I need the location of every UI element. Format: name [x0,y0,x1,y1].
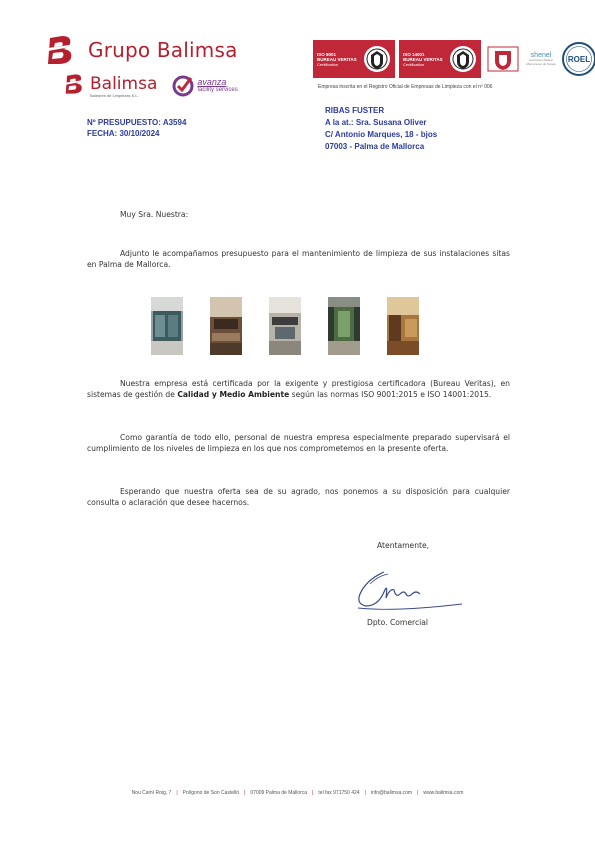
footer [0,790,595,796]
cert1-standard: ISO 9001 [317,51,337,57]
recipient-city: 07003 - Palma de Mallorca [325,142,425,151]
paragraph-certification [87,378,510,400]
paragraph-closing: Esperando que nuestra oferta sea de su agrado, nos ponemos a su disposición para cualquier consulta o aclaración que desee hacernos. [87,487,510,507]
grupo-balimsa-logo [46,34,238,66]
shenel-subtitle: Asociación Balear d'Empreses de Neteja [526,58,556,66]
office-photo-desks [210,297,242,355]
bureau-veritas-logo-icon [487,43,519,75]
footer-email[interactable]: info@balimsa.com [370,790,413,796]
cert1-issuer: BUREAU VERITAS [317,56,357,62]
avanza-logo [172,75,237,97]
p2-text-a: Nuestra empresa está certificada por la exigente y prestigiosa certificadora (Bureau Veritas), en sistemas de gestión de [87,379,510,399]
avanza-subtitle: facility services [197,87,238,93]
roel-logo-icon [561,41,595,77]
shenel-name: shenel [530,52,552,59]
recipient-street: C/ Antonio Marques, 18 - bjos [325,130,438,139]
footer-separator: | [176,790,178,796]
footer-phone: tel fax 971750 424 [318,790,360,796]
footer-separator: | [312,790,314,796]
footer-separator: | [364,790,366,796]
footer-separator: | [244,790,246,796]
greeting: Muy Sra. Nuestra: [120,210,189,219]
sub-brands [64,73,238,98]
brand-name: Grupo Balimsa [88,38,238,62]
cert2-standard: ISO 14001 [403,51,425,57]
office-photo-entrance [151,297,183,355]
cert2-issuer: BUREAU VERITAS [403,56,443,62]
budget-reference [87,117,186,139]
footer-separator: | [417,790,419,796]
footer-address: Nou Camí Roig, 7 [131,790,172,796]
p2-bold: Calidad y Medio Ambiente [177,390,290,399]
recipient-address [325,105,437,153]
footer-area: Polígono de Son Castelló [182,790,240,796]
shenel-logo [523,52,559,66]
office-photo-workspace [269,297,301,355]
cert1-label: Certification [317,61,339,67]
roel-text: ROEL [567,55,591,64]
footer-city: 07009 Palma de Mallorca [250,790,308,796]
paragraph-intro: Adjunto le acompañamos presupuesto para el mantenimiento de limpieza de sus instalaciones sitas en Palma de Mallorca. [87,249,510,269]
bureau-veritas-seal-icon [449,45,477,73]
cert2-label: Certification [403,61,425,67]
recipient-company: RIBAS FUSTER [325,106,385,115]
signature-image [354,564,464,616]
certification-badges [313,40,595,78]
footer-web[interactable]: www.balimsa.com [423,790,464,796]
bureau-veritas-seal-icon [363,45,391,73]
paragraph-guarantee: Como garantía de todo ello, personal de nuestra empresa especialmente preparado supervisará el cumplimiento de los niveles de limpieza en los que nos comprometemos en la presente oferta. [87,433,510,453]
registry-notice: Empresa inscrita en el Registro Oficial de Empresas de Limpieza con el nº 006 [318,84,493,90]
iso-9001-badge [313,40,395,78]
p2-text-b: según las normas ISO 9001:2015 e ISO 14001:2015. [289,390,492,399]
avanza-check-icon [172,75,194,97]
budget-date: FECHA: 30/10/2024 [87,129,160,138]
balimsa-small-logo-icon [64,73,88,95]
department-signature: Dpto. Comercial [367,618,429,627]
budget-number: Nº PRESUPUESTO: A3594 [87,118,187,127]
avanza-name: avanza [197,77,227,87]
office-photos [151,297,419,355]
sub-brand-tagline: Baleares de Limpiezas S.L. [90,93,139,98]
balimsa-logo-icon [46,34,80,66]
closing-salutation: Atentamente, [377,541,430,550]
sub-brand-name: Balimsa [90,74,158,94]
recipient-attention: A la at.: Sra. Susana Oliver [325,118,427,127]
office-photo-corridor [328,297,360,355]
office-photo-room [387,297,419,355]
iso-14001-badge [399,40,481,78]
balimsa-sub-logo [64,73,157,98]
